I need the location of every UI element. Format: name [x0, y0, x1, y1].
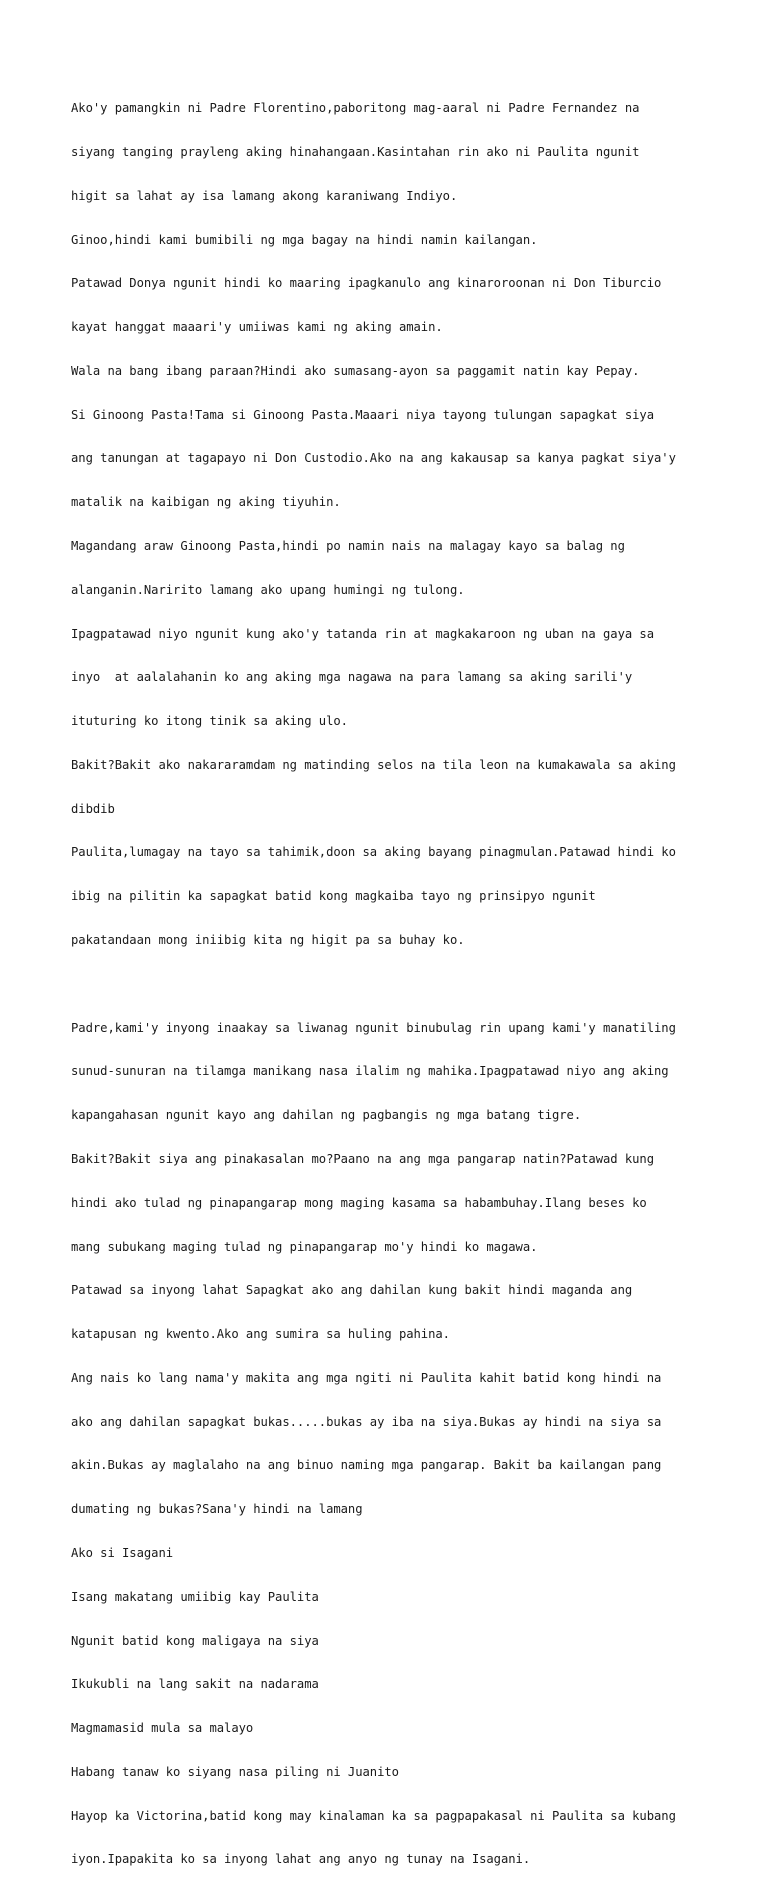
- text-line: Ngunit batid kong maligaya na siya: [71, 1633, 319, 1648]
- text-line: mang subukang maging tulad ng pinapangarap mo'y hindi ko magawa.: [71, 1239, 538, 1254]
- text-line: alanganin.Naririto lamang ako upang humingi ng tulong.: [71, 582, 465, 597]
- text-line: Ako si Isagani: [71, 1545, 174, 1560]
- text-line: Bakit?Bakit ako nakararamdam ng matinding selos na tila leon na kumakawala sa aking: [71, 757, 676, 772]
- text-line: kapangahasan ngunit kayo ang dahilan ng pagbangis ng mga batang tigre.: [71, 1108, 582, 1123]
- text-line: inyo at aalalahanin ko ang aking mga nagawa na para lamang sa aking sarili'y: [71, 670, 633, 685]
- text-line: ibig na pilitin ka sapagkat batid kong magkaiba tayo ng prinsipyo ngunit: [71, 889, 596, 904]
- text-line: hindi ako tulad ng pinapangarap mong maging kasama sa habambuhay.Ilang beses ko: [71, 1195, 647, 1210]
- text-line: higit sa lahat ay isa lamang akong karaniwang Indiyo.: [71, 188, 458, 203]
- text-line: Magmamasid mula sa malayo: [71, 1721, 254, 1736]
- text-line: Ang nais ko lang nama'y makita ang mga ngiti ni Paulita kahit batid kong hindi na: [71, 1370, 662, 1385]
- text-line: Ginoo,hindi kami bumibili ng mga bagay na hindi namin kailangan.: [71, 232, 538, 247]
- text-line: iyon.Ipapakita ko sa inyong lahat ang anyo ng tunay na Isagani.: [71, 1852, 531, 1867]
- text-line: Hayop ka Victorina,batid kong may kinalaman ka sa pagpapakasal ni Paulita sa kubang: [71, 1808, 676, 1823]
- text-line: pakatandaan mong iniibig kita ng higit pa sa buhay ko.: [71, 933, 465, 948]
- text-line: akin.Bukas ay maglalaho na ang binuo naming mga pangarap. Bakit ba kailangan pang: [71, 1458, 662, 1473]
- text-line: Wala na bang ibang paraan?Hindi ako sumasang-ayon sa paggamit natin kay Pepay.: [71, 363, 640, 378]
- document-text: [71, 72, 731, 1896]
- text-line: Ipagpatawad niyo ngunit kung ako'y tatanda rin at magkakaroon ng uban na gaya sa: [71, 626, 655, 641]
- paragraph-break: [71, 977, 731, 992]
- text-line: Si Ginoong Pasta!Tama si Ginoong Pasta.Maaari niya tayong tulungan sapagkat siya: [71, 407, 655, 422]
- text-line: kayat hanggat maaari'y umiiwas kami ng aking amain.: [71, 320, 443, 335]
- text-line: Bakit?Bakit siya ang pinakasalan mo?Paano na ang mga pangarap natin?Patawad kung: [71, 1151, 655, 1166]
- text-line: Padre,kami'y inyong inaakay sa liwanag ngunit binubulag rin upang kami'y manatiling: [71, 1020, 676, 1035]
- text-line: Magandang araw Ginoong Pasta,hindi po namin nais na malagay kayo sa balag ng: [71, 539, 625, 553]
- text-line: siyang tanging prayleng aking hinahangaan.Kasintahan rin ako ni Paulita ngunit: [71, 144, 640, 159]
- text-line: ang tanungan at tagapayo ni Don Custodio.Ako na ang kakausap sa kanya pagkat siya'y: [71, 451, 676, 466]
- text-line: Ikukubli na lang sakit na nadarama: [71, 1677, 319, 1692]
- text-line: Patawad Donya ngunit hindi ko maaring ipagkanulo ang kinaroroonan ni Don Tiburcio: [71, 276, 662, 291]
- text-line: ako ang dahilan sapagkat bukas.....bukas ay iba na siya.Bukas ay hindi na siya sa: [71, 1414, 662, 1429]
- text-line: Ako'y pamangkin ni Padre Florentino,paboritong mag-aaral ni Padre Fernandez na: [71, 101, 640, 116]
- text-line: Habang tanaw ko siyang nasa piling ni Juanito: [71, 1764, 399, 1779]
- text-line: sunud-sunuran na tilamga manikang nasa ilalim ng mahika.Ipagpatawad niyo ang aking: [71, 1064, 669, 1079]
- text-line: Isang makatang umiibig kay Paulita: [71, 1589, 319, 1604]
- text-line: Patawad sa inyong lahat Sapagkat ako ang dahilan kung bakit hindi maganda ang: [71, 1283, 633, 1298]
- text-line: ituturing ko itong tinik sa aking ulo.: [71, 714, 348, 729]
- text-line: dibdib: [71, 801, 115, 816]
- text-line: dumating ng bukas?Sana'y hindi na lamang: [71, 1502, 363, 1517]
- text-line: Paulita,lumagay na tayo sa tahimik,doon sa aking bayang pinagmulan.Patawad hindi ko: [71, 845, 676, 860]
- text-line: katapusan ng kwento.Ako ang sumira sa huling pahina.: [71, 1327, 450, 1342]
- text-line: matalik na kaibigan ng aking tiyuhin.: [71, 495, 341, 510]
